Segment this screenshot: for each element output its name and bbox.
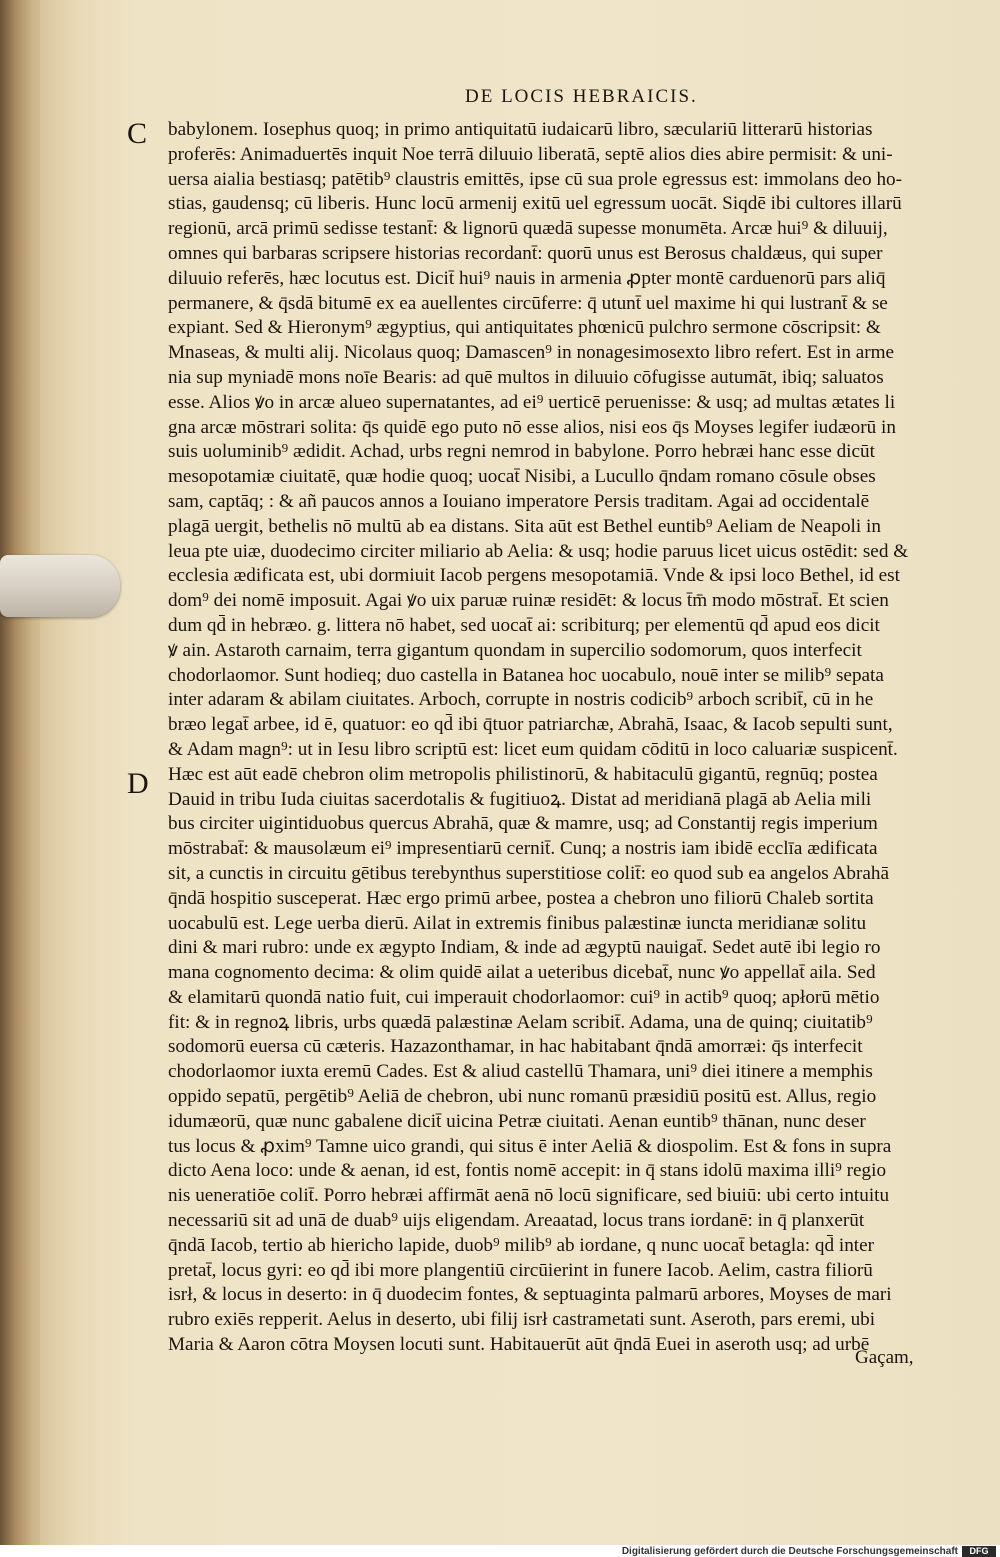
text-line: babylonem. Iosephus quoq; in primo antiquitatū iudaicarū libro, sæculariū litterarū historias [168,119,873,140]
margin-letter-d: D [127,767,149,800]
dfg-logo: DFG [962,1546,996,1557]
text-line: q̄ndā hospitio susceperat. Hæc ergo primū arbee, postea a chebron uno filiorū Chaleb sortita [168,887,874,909]
text-line: nia sup myniadē mons noīe Bearis: ad quē multos in diluuio cōfugisse autumāt, ibiq; saluatos [168,366,884,388]
text-line: tus locus & ꝓxim⁹ Tamne uico grandi, qui situs ē inter Aeliā & diospolim. Est & fons in supra [168,1135,892,1157]
text-line: inter adaram & abilam ciuitates. Arboch, corrupte in nostris codicib⁹ arboch scribit̄, cū in he [168,689,874,711]
text-line: nis ueneratiōe colit̄. Porro hebræi affirmāt aenā nō locū significare, sed biuiū: ubi certo intuitu [168,1185,890,1207]
text-line: uersa aialia bestiasq; patētib⁹ claustris emittēs, ipse cū sua prole egressus est: immolans deo ho- [168,168,903,190]
text-line: & elamitarū quondā natio fuit, cui imperauit chodorlaomor: cui⁹ in actib⁹ quoq; apłorū mētio [168,986,880,1008]
text-line: plagā uergit, bethelis nō multū ab ea distans. Sita aūt est Bethel euntib⁹ Aeliam de Neapoli in [168,515,881,537]
text-line: expiant. Sed & Hieronym⁹ ægyptius, qui antiquitates phœnicū pulchro sermone cōscripsit: & [168,317,881,339]
text-line: chodorlaomor iuxta eremū Cades. Est & aliud castellū Thamara, uni⁹ diei itinere a memphis [168,1061,873,1083]
text-line: leua pte uiæ, duodecimo circiter miliario ab Aelia: & usq; hodie paruus licet uicus ostēdit: sed & [168,540,909,562]
text-line: necessariū sit ad unā de duab⁹ uijs eligendam. Areaatad, locus trans iordanē: in q̄ planxerūt [168,1210,865,1232]
running-head: DE LOCIS HEBRAICIS. [465,86,698,107]
text-line: bræo legat̄ arbee, id ē, quatuor: eo qd̄ ibi q̄tuor patriarchæ, Abrahā, Isaac, & Iacob sepulti sunt, [168,714,893,736]
text-line: q̄ndā Iacob, tertio ab hiericho lapide, duob⁹ milib⁹ ab iordane, q nunc uocat̄ betagla: qd̄ inter [168,1234,875,1256]
text-line: sam, captāq; : & añ paucos annos a Iouiano imperatore Persis traditam. Agai ad occidentalē [168,490,870,512]
text-line: regionū, arcā primū sedisse testant̄: & lignorū quædā supesse monumēta. Arcæ hui⁹ & diluuij, [168,218,888,240]
text-line: mana cognomento decima: & olim quidē ailat a ueteribus dicebat̄, nunc ꝟo appellat̄ aila. Sed [168,962,876,984]
text-line: Mnaseas, & multi alij. Nicolaus quoq; Damascen⁹ in nonagesimosexto libro refert. Est in arme [168,342,895,364]
text-line: stias, gaudensq; cū liberis. Hunc locū armenij exitū uel egressum uocāt. Siqdē ibi cultores illarū [168,193,902,215]
text-line: mōstrabat̄: & mausolæum ei⁹ impresentiarū cernit̄. Cunq; a nostris iam ibidē ecclīa ædificata [168,838,878,860]
text-body [168,118,958,1358]
text-line: dini & mari rubro: unde ex ægypto Indiam, & inde ad ægyptū nauigat̄. Sedet autē ibi legio ro [168,937,881,959]
text-line: isrł, & locus in deserto: in q̄ duodecim fontes, & septuaginta palmarū arbores, Moyses de mari [168,1284,892,1306]
text-line: ꝟ ain. Astaroth carnaim, terra gigantum quondam in supercilio sodomorum, quos interfecit [168,639,862,661]
text-line: fit: & in regnoꝝ libris, urbs quædā palæstinæ Aelam scribit̄. Adama, una de quinq; ciuitatib⁹ [168,1011,873,1033]
text-line: ecclesia ædificata est, ubi dormiuit Iacob pergens mesopotamiā. Vnde & ipsi loco Bethel, id est [168,565,900,587]
text-line: mesopotamiæ ciuitatē, quæ hodie quoq; uocat̄ Nisibi, a Lucullo q̄ndam romano cōsule obses [168,466,876,488]
text-line: sit, a cunctis in circuitu gētibus terebynthus superstitiose colit̄: eo quod sub ea angelos Abrahā [168,862,889,884]
text-line: dum qd̄ in hebræo. g. littera nō habet, sed uocat̄ ai: scribiturq; per elementū qd̄ apud eos dicit [168,614,880,636]
text-line: Dauid in tribu Iuda ciuitas sacerdotalis & fugitiuoꝝ. Distat ad meridianā plagā ab Aelia mili [168,788,872,810]
text-line: bus circiter uigintiduobus quercus Abrahā, quæ & mamre, usq; ad Constantij regis imperium [168,813,878,835]
footer-credit: Digitalisierung gefördert durch die Deutsche Forschungsgemeinschaft [621,1546,958,1557]
text-line: rubro exiēs repperit. Aelus in deserto, ubi filij isrł castrametati sunt. Aseroth, pars eremi, ubi [168,1309,876,1331]
bookmark-strip [0,555,120,617]
text-line: pretat̄, locus gyri: eo qd̄ ibi more plangentiū circūierint in funere Iacob. Aelim, castra filiorū [168,1259,873,1281]
text-line: gna arcæ mōstrari solita: q̄s quidē ego puto nō esse alios, nisi eos q̄s Moyses legifer iudæorū in [168,416,896,438]
text-line: permanere, & q̄sdā bitumē ex ea auellentes circūferre: q̄ utunt̄ uel maxime hi qui lustrant̄ & se [168,292,888,314]
text-line: chodorlaomor. Sunt hodieq; duo castella in Batanea hoc uocabulo, nouē inter se milib⁹ sepata [168,664,884,686]
text-line: esse. Alios ꝟo in arcæ alueo supernatantes, ad ei⁹ uerticē peruenisse: & usq; ad multas ætates li [168,391,896,413]
text-line: omnes qui barbaras scripsere historias recordant̄: quorū unus est Berosus chaldæus, qui super [168,242,883,264]
text-line: Hæc est aūt eadē chebron olim metropolis philistinorū, & habitaculū gigantū, regnūq; postea [168,763,878,785]
margin-letter-c: C [127,117,148,150]
text-line: dom⁹ dei nomē imposuit. Agai ꝟo uix paruæ ruinæ residēt: & locus t̄m̄ modo mōstrat̄. Et scien [168,590,889,612]
text-line: idumæorū, quæ nunc gabalene dicit̄ uicina Petræ ciuitati. Aenan euntib⁹ thānan, nunc deser [168,1110,866,1132]
text-line: uocabulū est. Lege uerba dierū. Ailat in extremis finibus palæstinæ iuncta meridianæ solitu [168,912,867,934]
text-line: Maria & Aaron cōtra Moysen locuti sunt. Habitauerūt aūt q̄ndā Euei in aseroth usq; ad urbē [168,1334,870,1356]
text-line: diluuio referēs, hæc locutus est. Dicit̄ hui⁹ nauis in armenia ꝓpter montē carduenorū pars aliq̄ [168,267,886,289]
text-line: oppido sepatū, pergētib⁹ Aeliā de chebron, ubi nunc romanū præsidiū positū est. Allus, regio [168,1086,877,1108]
text-line: sodomorū euersa cū cæteris. Hazazonthamar, in hac habitabant q̄ndā amorræi: q̄s interfecit [168,1036,863,1058]
text-line: dicto Aena loco: unde & aenan, id est, fontis nomē accepit: in q̄ stans idolū maxima illi⁹ regio [168,1160,887,1182]
text-line: suis uoluminib⁹ ædidit. Achad, urbs regni nemrod in babylone. Porro hebræi hanc esse dicūt [168,441,875,463]
text-line: proferēs: Animaduertēs inquit Noe terrā diluuio liberatā, septē alios dies abire permisit: & uni- [168,143,893,165]
text-line: & Adam magn⁹: ut in Iesu libro scriptū est: licet eum quidam cōditū in loco caluariæ suspicent̄. [168,738,898,760]
catchword: Gaçam, [855,1347,914,1368]
